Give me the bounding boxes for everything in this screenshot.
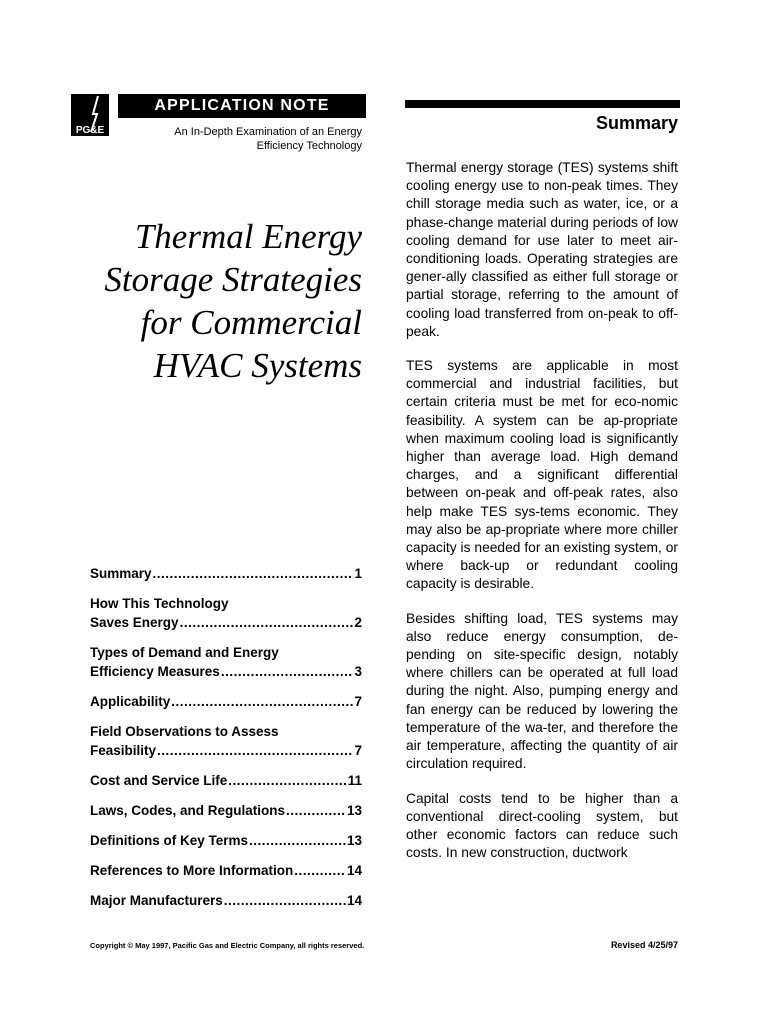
toc-label: Types of Demand and Energy	[90, 645, 279, 660]
toc-label: Saves Energy	[90, 615, 179, 630]
toc-label: Laws, Codes, and Regulations	[90, 803, 286, 818]
toc-entry-applicability[interactable]	[90, 692, 362, 711]
toc-label: Definitions of Key Terms	[90, 833, 249, 848]
toc-label: How This Technology	[90, 596, 229, 611]
logo-text: PG&E	[75, 125, 105, 136]
title-line-2: Storage Strategies	[104, 260, 362, 299]
toc-label: Efficiency Measures	[90, 664, 220, 679]
toc-entry-laws-codes[interactable]	[90, 801, 362, 820]
summary-heading: Summary	[595, 113, 678, 133]
toc-entry-definitions[interactable]	[90, 831, 362, 850]
summary-paragraph-1: Thermal energy storage (TES) systems shift cooling energy use to non-peak times. They chill storage media such as water, ice, or a phase-change material during periods of low cooling demand for use later to meet air-conditioning loads. Operating strategies are gener-ally classified as either full storage or partial storage, referring to the amount of cooling load transferred from on-peak to off-peak.	[406, 160, 678, 339]
toc-entry-major-manufacturers[interactable]	[90, 891, 362, 910]
title-line-1: Thermal Energy	[134, 217, 362, 256]
toc-label: Summary	[90, 566, 152, 581]
toc-page: 14	[346, 893, 362, 908]
toc-page: 13	[346, 833, 362, 848]
toc-entry-references[interactable]	[90, 861, 362, 880]
toc-label: Applicability	[90, 694, 171, 709]
title-line-3: for Commercial	[140, 303, 362, 342]
toc-entry-how-this-technology[interactable]	[90, 594, 362, 632]
subtitle	[150, 125, 362, 153]
document-title	[60, 215, 362, 387]
toc-page: 7	[354, 694, 362, 709]
toc-page: 14	[346, 863, 362, 878]
section-rule	[405, 100, 680, 108]
toc-page: 11	[347, 773, 362, 788]
toc-label: Feasibility	[90, 743, 157, 758]
toc-page: 2	[354, 615, 362, 630]
toc-entry-summary[interactable]	[90, 564, 362, 583]
toc-entry-field-observations[interactable]	[90, 722, 362, 760]
toc-page: 3	[354, 664, 362, 679]
toc-label: Cost and Service Life	[90, 773, 228, 788]
summary-paragraph-4: Capital costs tend to be higher than a conventional direct-cooling system, but other economic factors can reduce such costs. In new construction, ductwork	[406, 790, 678, 861]
toc-entry-cost-and-service-life[interactable]	[90, 771, 362, 790]
summary-paragraph-2: TES systems are applicable in most commercial and industrial facilities, but certain criteria must be met for eco-nomic feasibility. A system can be ap-propriate when maximum cooling load is significantly higher than average load. High demand charges, and a significant differential between on-peak and off-peak rates, also help make TES sys-tems economic. They may also be ap-propriate where more chiller capacity is needed for an existing system, or where back-up or redundant cooling capacity is desirable.	[406, 358, 678, 592]
title-line-4: HVAC Systems	[153, 346, 362, 385]
summary-body	[406, 159, 678, 862]
toc-entry-types-of-demand[interactable]	[90, 643, 362, 681]
pge-logo	[71, 94, 109, 136]
toc-label: Field Observations to Assess	[90, 724, 279, 739]
toc-page: 7	[354, 743, 362, 758]
table-of-contents	[90, 564, 362, 921]
subtitle-line-1: An In-Depth Examination of an Energy	[174, 126, 362, 138]
subtitle-line-2: Efficiency Technology	[256, 140, 362, 152]
toc-page: 13	[346, 803, 362, 818]
toc-label: Major Manufacturers	[90, 893, 223, 908]
revision-date: Revised 4/25/97	[610, 940, 678, 950]
toc-label: References to More Information	[90, 863, 294, 878]
summary-paragraph-3: Besides shifting load, TES systems may also reduce energy consumption, de-pending on site-specific design, notably where chillers can be operated at full load during the night. Also, pumping energy and fan energy can be reduced by lowering the temperature of the wa-ter, and therefore the air temperature, affecting the quantity of air circulation required.	[406, 610, 678, 772]
application-note-banner: APPLICATION NOTE	[118, 94, 366, 118]
toc-page: 1	[354, 566, 362, 581]
copyright-notice: Copyright © May 1997, Pacific Gas and Electric Company, all rights reserved.	[90, 941, 365, 950]
